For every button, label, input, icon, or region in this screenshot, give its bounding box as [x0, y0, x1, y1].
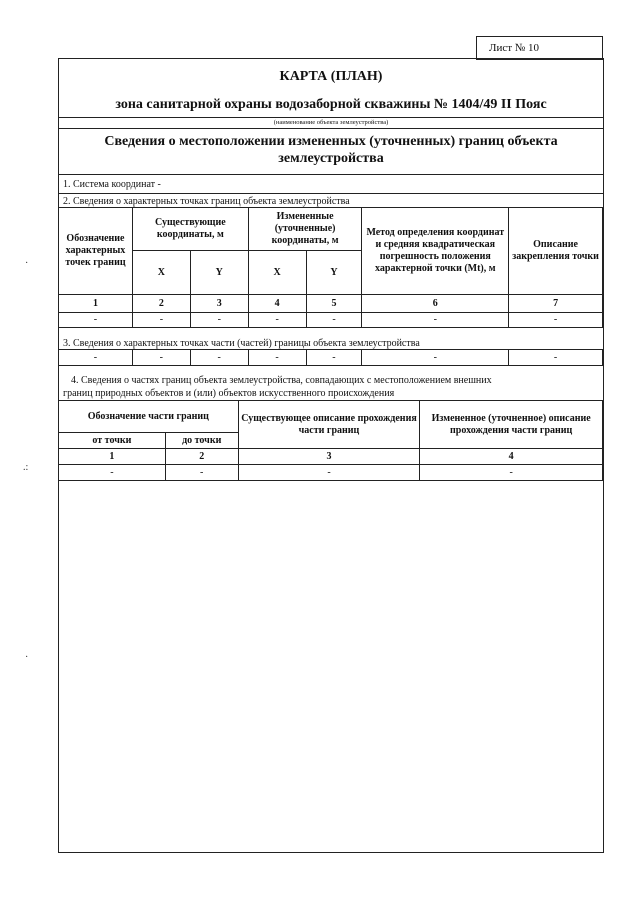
boundary-parts-table	[58, 400, 603, 481]
header-fixing: Описание закрепления точки	[509, 208, 603, 295]
table-cell: -	[132, 350, 190, 366]
section4-title-line2: границ природных объектов и (или) объектов искусственного происхождения	[63, 388, 395, 399]
column-number: 3	[238, 449, 420, 465]
sheet-number-box	[476, 36, 603, 60]
table-row	[59, 350, 603, 366]
header-y: Y	[190, 251, 248, 295]
divider	[59, 117, 603, 118]
table-cell: -	[59, 465, 166, 481]
section4-title-line1: 4. Сведения о частях границ объекта землеустройства, совпадающих с местоположением внешних	[71, 375, 492, 386]
column-number: 2	[165, 449, 238, 465]
table-cell: -	[165, 465, 238, 481]
column-number: 4	[248, 295, 306, 313]
column-number: 4	[420, 449, 603, 465]
document-frame	[58, 58, 604, 853]
column-number: 2	[132, 295, 190, 313]
table-cell: -	[132, 313, 190, 328]
table-row	[59, 449, 603, 465]
table-cell: -	[248, 313, 306, 328]
object-name-caption: (наименование объекта землеустройства)	[273, 119, 389, 126]
column-number: 3	[190, 295, 248, 313]
table-row	[59, 295, 603, 313]
header-method: Метод определения координат и средняя квадратическая погрешность положения характерной точки (Mt), м	[362, 208, 509, 295]
document-title: КАРТА (ПЛАН)	[279, 69, 383, 84]
part-points-table	[58, 349, 603, 366]
column-number: 1	[59, 449, 166, 465]
table-cell: -	[190, 313, 248, 328]
table-cell: -	[420, 465, 603, 481]
table-cell: -	[238, 465, 420, 481]
section-title-line2: землеустройства	[278, 151, 384, 166]
table-cell: -	[59, 350, 133, 366]
table-cell: -	[362, 313, 509, 328]
header-x: X	[132, 251, 190, 295]
column-number: 1	[59, 295, 133, 313]
header-from-point: от точки	[59, 433, 166, 449]
table-row	[59, 465, 603, 481]
object-name: зона санитарной охраны водозаборной скважины № 1404/49 II Пояс	[115, 97, 547, 112]
column-number: 7	[509, 295, 603, 313]
scan-speck: ·	[25, 258, 29, 269]
table-row	[59, 313, 603, 328]
header-x: X	[248, 251, 306, 295]
coordinate-system: 1. Система координат -	[63, 179, 161, 190]
section2-title: 2. Сведения о характерных точках границ объекта землеустройства	[63, 196, 350, 207]
table-cell: -	[509, 313, 603, 328]
header-y: Y	[306, 251, 362, 295]
header-to-point: до точки	[165, 433, 238, 449]
section3-title: 3. Сведения о характерных точках части (частей) границы объекта землеустройства	[63, 338, 420, 349]
divider	[59, 174, 603, 175]
sheet-number-label: Лист № 10	[489, 42, 540, 54]
column-number: 6	[362, 295, 509, 313]
header-existing-coords: Существующие координаты, м	[132, 208, 248, 251]
table-cell: -	[248, 350, 306, 366]
header-changed-description: Измененное (уточненное) описание прохождения части границ	[420, 401, 603, 449]
header-changed-coords: Измененные (уточненные) координаты, м	[248, 208, 362, 251]
divider	[59, 128, 603, 129]
header-designation: Обозначение характерных точек границ	[59, 208, 133, 295]
divider	[59, 193, 603, 194]
column-number: 5	[306, 295, 362, 313]
table-cell: -	[190, 350, 248, 366]
section-title-line1: Сведения о местоположении измененных (уточненных) границ объекта	[104, 134, 558, 149]
header-existing-description: Существующее описание прохождения части границ	[238, 401, 420, 449]
table-cell: -	[362, 350, 509, 366]
header-part-designation: Обозначение части границ	[59, 401, 239, 433]
table-cell: -	[306, 350, 362, 366]
table-cell: -	[509, 350, 603, 366]
scan-speck: ·	[25, 652, 29, 663]
scan-speck: .:	[23, 462, 29, 473]
table-cell: -	[59, 313, 133, 328]
characteristic-points-table	[58, 207, 603, 328]
table-cell: -	[306, 313, 362, 328]
